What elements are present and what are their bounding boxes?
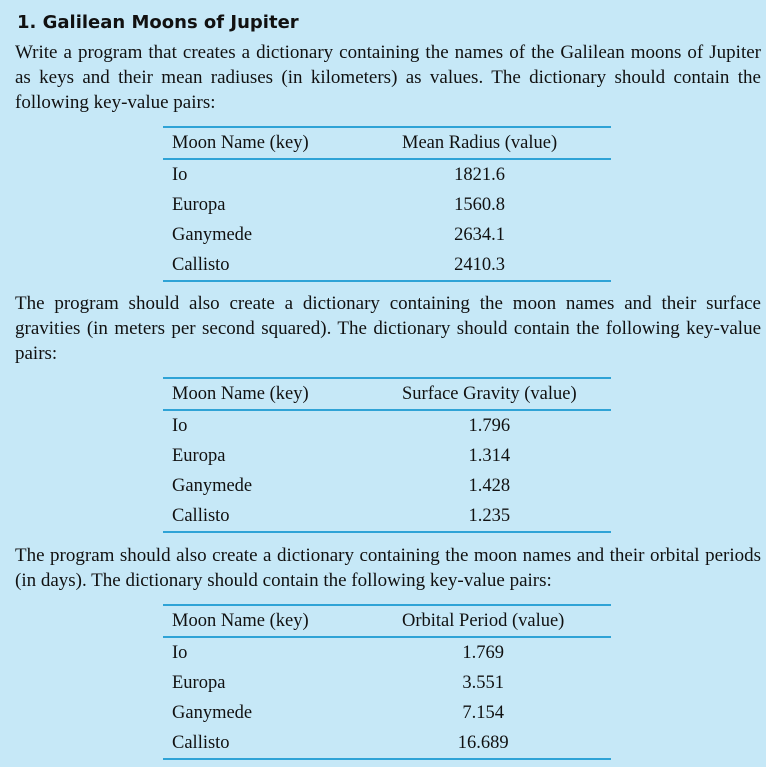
value-cell [402,637,611,668]
value-text: 16.689 [457,732,509,753]
table-row [163,698,611,728]
moon-name-cell: Ganymede [172,702,253,723]
table-row [163,441,611,471]
column-header-key: Moon Name (key) [163,378,402,410]
intro-paragraph-radius: Write a program that creates a dictionary containing the names of the Galilean moons of Jupiter as keys and their mean radiuses (in kilometers) as values. The dictionary should contain the following key-value pairs: [15,42,761,113]
table-header-row [163,605,611,637]
table-header-row [163,378,611,410]
value-text: 1.796 [468,415,511,436]
column-header-key: Moon Name (key) [163,127,402,159]
value-text: 2634.1 [454,224,506,245]
moon-name-cell: Europa [172,445,226,466]
exercise-title: 1. Galilean Moons of Jupiter [17,12,299,33]
intro-paragraph-gravity: The program should also create a dictionary containing the moon names and their surface gravities (in meters per second squared). The dictionary should contain the following key-value pairs: [15,293,761,364]
value-cell [402,728,611,759]
value-text: 7.154 [462,702,504,723]
table-row [163,668,611,698]
value-text: 3.551 [462,672,504,693]
value-cell [402,501,611,532]
moon-name-cell: Io [172,415,188,436]
table-row [163,159,611,190]
column-header-value: Surface Gravity (value) [402,378,611,410]
value-text: 1821.6 [454,164,506,185]
column-header-value: Orbital Period (value) [402,605,611,637]
table-row [163,220,611,250]
moon-name-cell: Ganymede [172,224,253,245]
table-row [163,471,611,501]
table-row [163,501,611,532]
table-row [163,410,611,441]
value-text: 1.314 [468,445,511,466]
value-text: 1.428 [468,475,511,496]
column-header-key: Moon Name (key) [163,605,402,637]
table-row [163,190,611,220]
column-header-value: Mean Radius (value) [402,127,611,159]
table-row [163,728,611,759]
moon-name-cell: Callisto [172,732,230,753]
value-cell [402,190,611,220]
gravity-table [163,377,611,533]
value-text: 2410.3 [454,254,506,275]
moon-name-cell: Io [172,642,188,663]
value-cell [402,410,611,441]
value-text: 1560.8 [454,194,506,215]
moon-name-cell: Callisto [172,254,230,275]
moon-name-cell: Europa [172,672,226,693]
value-cell [402,220,611,250]
value-text: 1.235 [468,505,511,526]
table-row [163,250,611,281]
moon-name-cell: Callisto [172,505,230,526]
radius-table [163,126,611,282]
value-text: 1.769 [462,642,504,663]
value-cell [402,250,611,281]
moon-name-cell: Ganymede [172,475,253,496]
orbital-period-table [163,604,611,760]
table-header-row [163,127,611,159]
value-cell [402,471,611,501]
value-cell [402,159,611,190]
moon-name-cell: Io [172,164,188,185]
moon-name-cell: Europa [172,194,226,215]
value-cell [402,698,611,728]
table-row [163,637,611,668]
intro-paragraph-orbit: The program should also create a dictionary containing the moon names and their orbital periods (in days). The dictionary should contain the following key-value pairs: [15,545,761,591]
value-cell [402,441,611,471]
value-cell [402,668,611,698]
